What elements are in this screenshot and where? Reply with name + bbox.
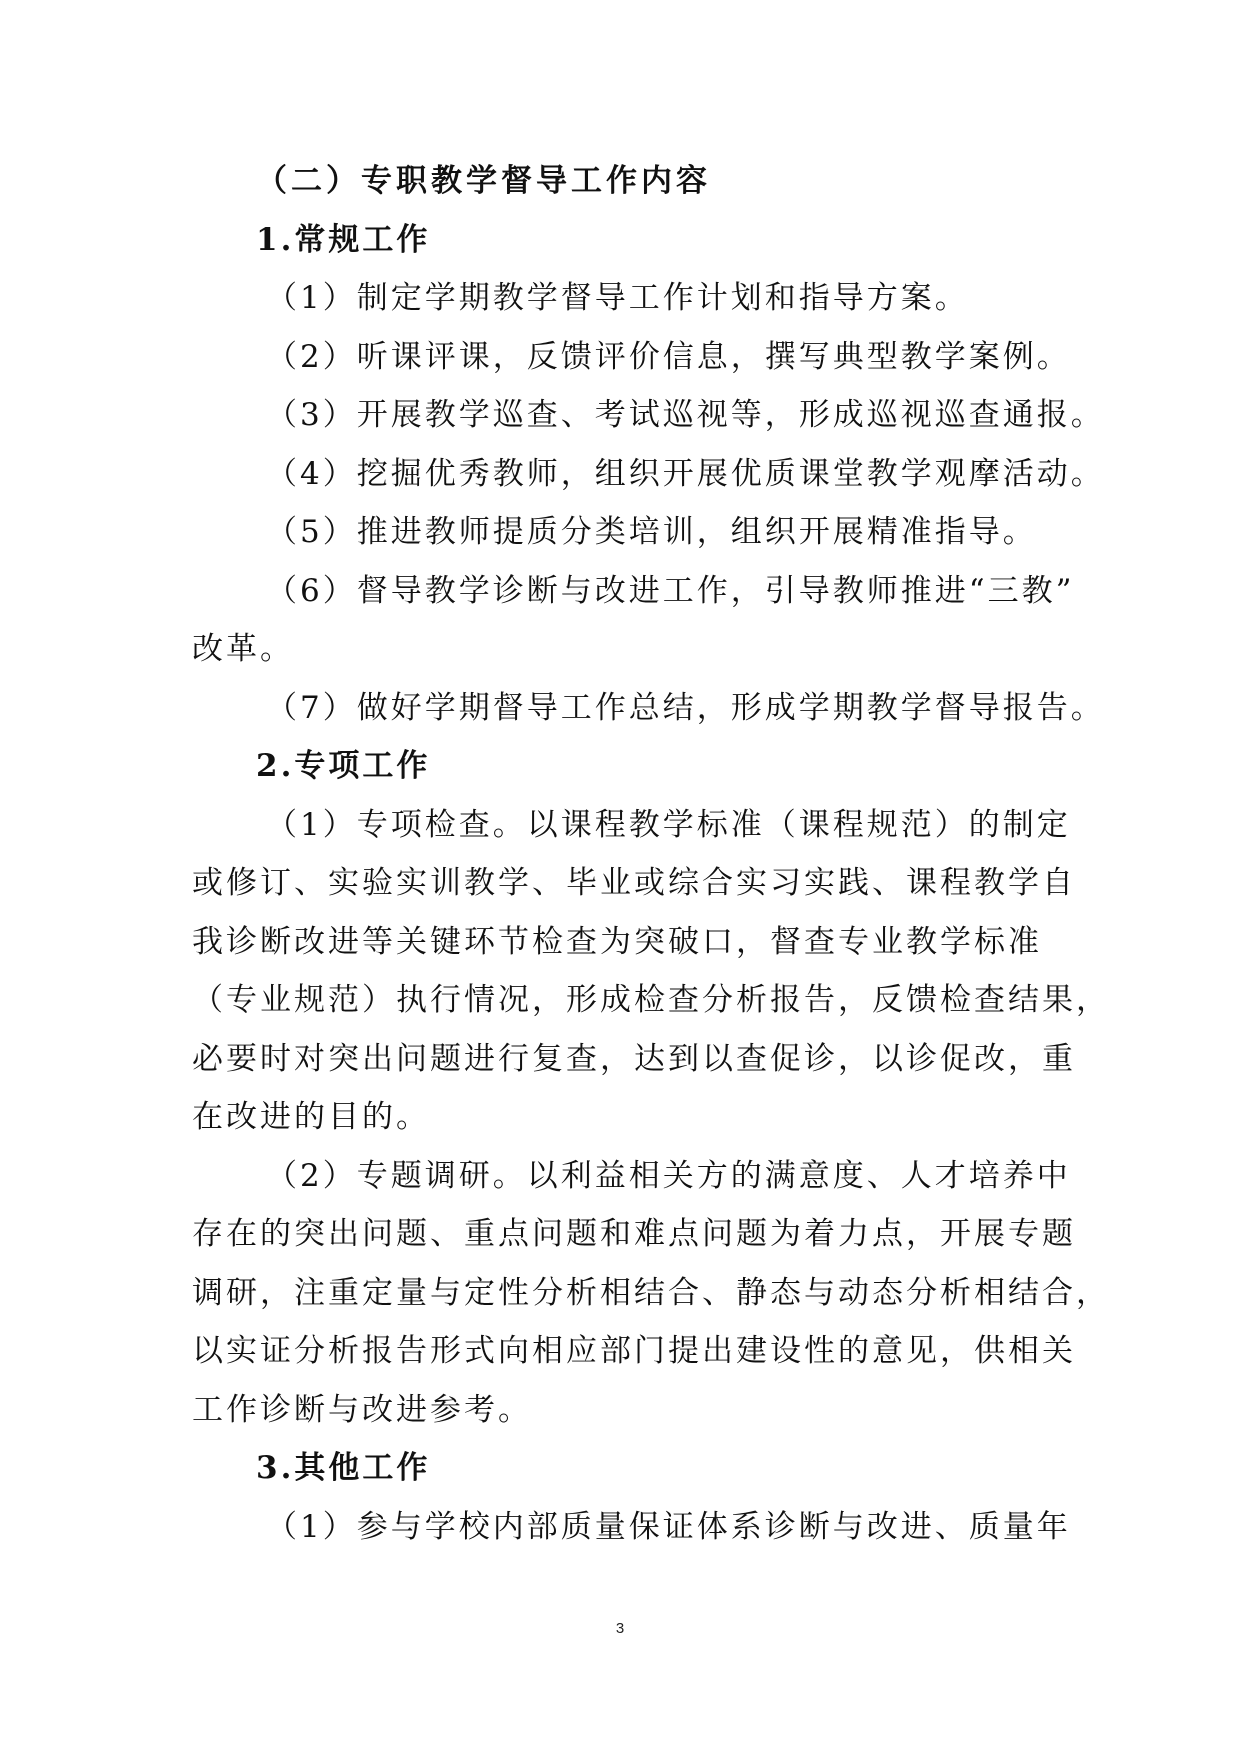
other-item-1: （1）参与学校内部质量保证体系诊断与改进、质量年	[266, 1508, 1071, 1545]
section-title: （二）专职教学督导工作内容	[256, 163, 711, 199]
routine-item-3: （3）开展教学巡查、考试巡视等，形成巡视巡查通报。	[266, 397, 1105, 433]
routine-item-6-continued: 改革。	[192, 631, 294, 667]
special-p1-line-1: （1）专项检查。以课程教学标准（课程规范）的制定	[266, 806, 1071, 843]
special-work-heading: 2.专项工作	[256, 748, 431, 784]
special-p2-line-1: （2）专题调研。以利益相关方的满意度、人才培养中	[266, 1157, 1071, 1194]
routine-item-5: （5）推进教师提质分类培训，组织开展精准指导。	[266, 514, 1037, 550]
special-p1-line-5: 必要时对突出问题进行复查，达到以查促诊，以诊促改，重	[192, 1040, 1076, 1077]
special-p1-line-6: 在改进的目的。	[192, 1099, 430, 1135]
special-p2-line-4: 以实证分析报告形式向相应部门提出建设性的意见，供相关	[192, 1333, 1076, 1369]
routine-item-7: （7）做好学期督导工作总结，形成学期教学督导报告。	[266, 689, 1105, 726]
routine-item-1: （1）制定学期教学督导工作计划和指导方案。	[266, 280, 969, 316]
routine-work-heading: 1.常规工作	[256, 221, 431, 258]
page-number: 3	[615, 1620, 625, 1637]
routine-item-2: （2）听课评课，反馈评价信息，撰写典型教学案例。	[266, 338, 1071, 375]
special-p1-line-4: （专业规范）执行情况，形成检查分析报告，反馈检查结果，	[192, 982, 1110, 1018]
routine-item-4: （4）挖掘优秀教师，组织开展优质课堂教学观摩活动。	[266, 455, 1105, 492]
special-p1-line-3: 我诊断改进等关键环节检查为突破口，督查专业教学标准	[192, 923, 1042, 960]
document-body	[192, 152, 1110, 1556]
special-p2-line-5: 工作诊断与改进参考。	[192, 1391, 532, 1428]
special-p2-line-2: 存在的突出问题、重点问题和难点问题为着力点，开展专题	[192, 1216, 1076, 1252]
special-p2-line-3: 调研，注重定量与定性分析相结合、静态与动态分析相结合，	[192, 1274, 1110, 1311]
other-work-heading: 3.其他工作	[256, 1450, 431, 1486]
routine-item-6: （6）督导教学诊断与改进工作，引导教师推进“三教”	[266, 572, 1075, 609]
special-p1-line-2: 或修订、实验实训教学、毕业或综合实习实践、课程教学自	[192, 865, 1076, 901]
